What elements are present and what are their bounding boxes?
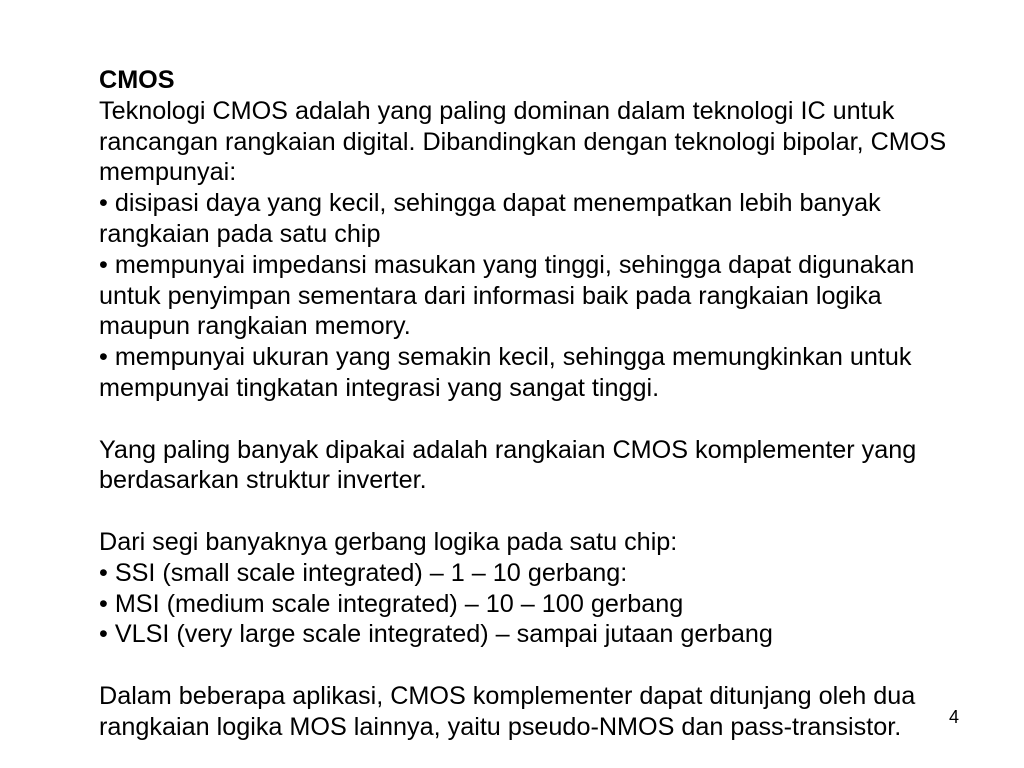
paragraph-spacer xyxy=(99,404,1014,435)
paragraph-spacer xyxy=(99,496,1014,527)
integration-scale-item: • SSI (small scale integrated) – 1 – 10 gerbang: xyxy=(99,558,628,587)
advantage-bullet xyxy=(99,250,1014,342)
intro-line: rancangan rangkaian digital. Dibandingkan dengan teknologi bipolar, CMOS xyxy=(99,127,947,156)
complementary-paragraph xyxy=(99,435,1014,497)
bullet-line: • disipasi daya yang kecil, sehingga dapat menempatkan lebih banyak xyxy=(99,189,881,218)
complementary-line: Yang paling banyak dipakai adalah rangkaian CMOS komplementer yang xyxy=(99,435,917,464)
bullet-line: mempunyai tingkatan integrasi yang sangat tinggi. xyxy=(99,373,660,402)
intro-line: Teknologi CMOS adalah yang paling dominan dalam teknologi IC untuk xyxy=(99,96,895,125)
bullet-line: rangkaian pada satu chip xyxy=(99,219,381,248)
page-number: 4 xyxy=(949,707,960,727)
advantage-bullet xyxy=(99,188,1014,250)
bullet-line: • mempunyai ukuran yang semakin kecil, sehingga memungkinkan untuk xyxy=(99,343,912,372)
paragraph-spacer xyxy=(99,650,1014,681)
advantage-bullet-list xyxy=(99,188,1014,404)
bullet-line: untuk penyimpan sementara dari informasi baik pada rangkaian logika xyxy=(99,281,882,310)
applications-line: Dalam beberapa aplikasi, CMOS komplementer dapat ditunjang oleh dua xyxy=(99,681,916,710)
slide-body xyxy=(99,65,1014,743)
intro-line: mempunyai: xyxy=(99,158,237,187)
advantage-bullet xyxy=(99,342,1014,404)
bullet-line: • mempunyai impedansi masukan yang tinggi, sehingga dapat digunakan xyxy=(99,250,915,279)
intro-paragraph xyxy=(99,96,1014,188)
integration-scale-item: • MSI (medium scale integrated) – 10 – 100 gerbang xyxy=(99,589,684,618)
integration-scale-item: • VLSI (very large scale integrated) – sampai jutaan gerbang xyxy=(99,620,773,649)
applications-paragraph xyxy=(99,681,1014,743)
bullet-line: maupun rangkaian memory. xyxy=(99,312,411,341)
slide-title: CMOS xyxy=(99,66,175,94)
integration-scale-heading: Dari segi banyaknya gerbang logika pada satu chip: xyxy=(99,527,678,556)
integration-scale-section xyxy=(99,527,1014,650)
complementary-line: berdasarkan struktur inverter. xyxy=(99,466,427,495)
applications-line: rangkaian logika MOS lainnya, yaitu pseudo-NMOS dan pass-transistor. xyxy=(99,712,902,741)
